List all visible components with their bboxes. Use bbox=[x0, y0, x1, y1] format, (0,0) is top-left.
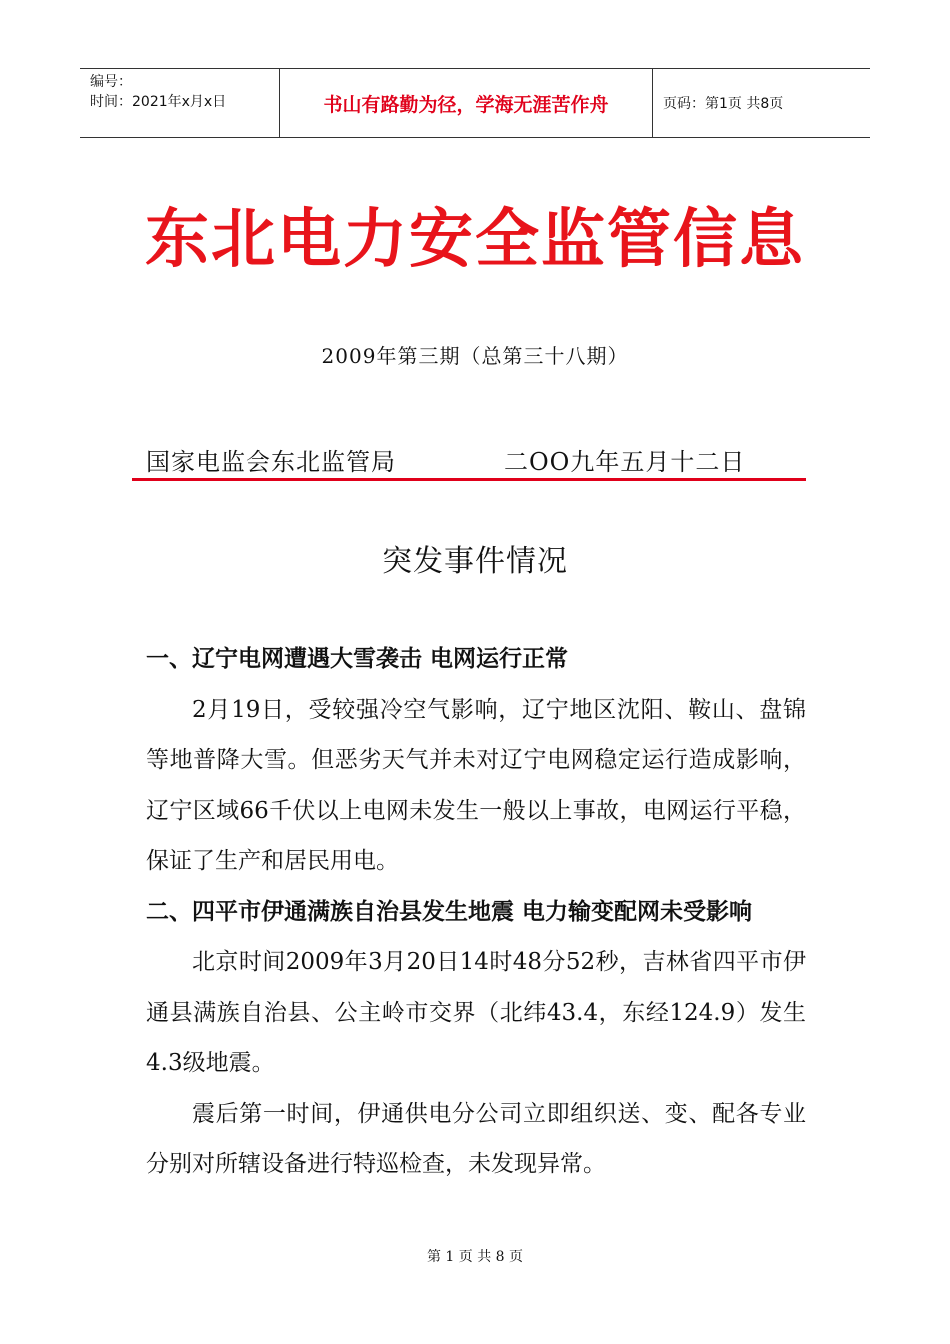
header-page-label: 页码：第1页 共8页 bbox=[663, 96, 784, 112]
document-title: 东北电力安全监管信息 bbox=[145, 203, 805, 277]
item1-paragraph: 2月19日，受较强冷空气影响，辽宁地区沈阳、鞍山、盘锦等地普降大雪。但恶劣天气并未对辽宁电网稳定运行造成影响，辽宁区域66千伏以上电网未发生一般以上事故，电网运行平稳，保证了生产和居民用电。 bbox=[146, 696, 806, 874]
issue-date: 二OO九年五月十二日 bbox=[504, 448, 746, 476]
document-body bbox=[146, 634, 806, 1190]
number-label: 编号： bbox=[90, 74, 132, 90]
page-footer: 第 1 页 共 8 页 bbox=[426, 1249, 524, 1265]
page-header bbox=[80, 68, 870, 138]
issuer: 国家电监会东北监管局 bbox=[146, 448, 396, 476]
issue-number: 2009年第三期（总第三十八期） bbox=[321, 344, 629, 368]
item1-heading: 一、辽宁电网遭遇大雪袭击 电网运行正常 bbox=[146, 646, 569, 672]
header-meta bbox=[80, 69, 280, 137]
item2-paragraph-1: 北京时间2009年3月20日14时48分52秒，吉林省四平市伊通县满族自治县、公主岭市交界（北纬43.4，东经124.9）发生4.3级地震。 bbox=[146, 949, 806, 1076]
time-label: 时间：2021年x月x日 bbox=[90, 94, 227, 110]
item2-heading: 二、四平市伊通满族自治县发生地震 电力输变配网未受影响 bbox=[146, 898, 753, 925]
item2-paragraph-2: 震后第一时间，伊通供电分公司立即组织送、变、配各专业分别对所辖设备进行特巡检查，未发现异常。 bbox=[146, 1100, 806, 1177]
header-motto: 书山有路勤为径，学海无涯苦作舟 bbox=[280, 69, 653, 137]
section-title: 突发事件情况 bbox=[382, 544, 568, 579]
red-divider bbox=[132, 478, 806, 481]
